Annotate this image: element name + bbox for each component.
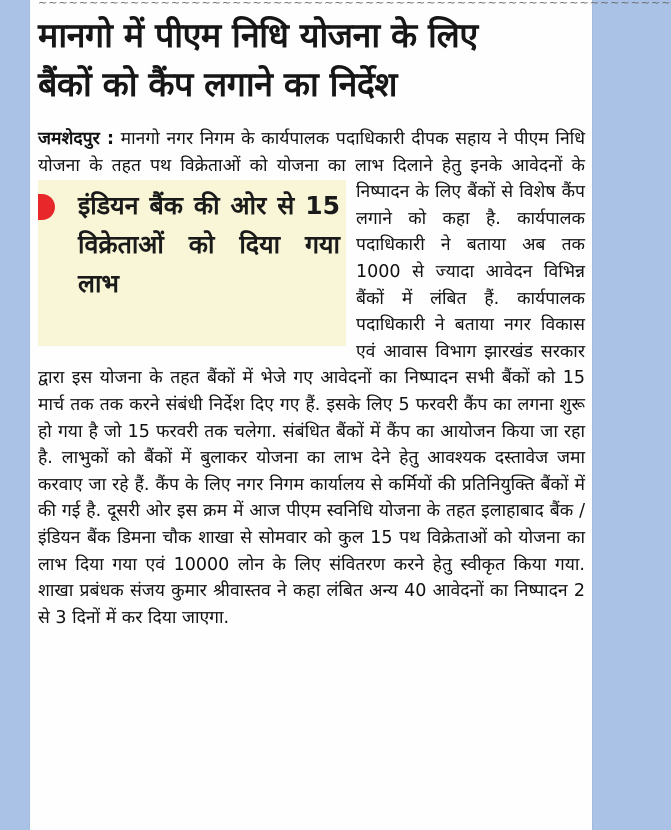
article-text: मानगो नगर निगम के कार्यपालक पदाधिकारी दीपक सहाय ने पीएम निधि योजना के तहत पथ विक्रेताओं को योजना का लाभ दिलाने हेतु इनके आवेदनों के निष्पादन के लिए बैंकों से विशेष कैंप लगाने को कहा है. कार्यपालक पदाधिकारी ने बताया अब तक 1000 से ज्यादा आवेदन विभिन्न बैंकों में लंबित हैं. कार्यपालक पदाधिकारी ने बताया नगर विकास एवं आवास विभाग झारखंड सरकार द्वारा इस योजना के तहत बैंकों में भेजे गए आवेदनों का निष्पादन सभी बैंकों को 15 मार्च तक तक करने संबंधी निर्देश दिए गए हैं. इसके लिए 5 फरवरी कैंप का लगना शुरू हो गया है जो 15 फरवरी तक चलेगा. संबंधित बैंकों में कैंप का आयोजन किया जा रहा है. लाभुकों को बैंकों में बुलाकर योजना का लाभ देने हेतु आवश्यक दस्तावेज जमा करवाए जा रहे हैं. कैंप के लिए नगर निगम कार्यालय से कर्मियों की प्रतिनियुक्ति बैंकों में की गई है. दूसरी ओर इस क्रम में आज पीएम स्वनिधि योजना के तहत इलाहाबाद बैंक /इंडियन बैंक डिमना चौक शाखा से सोमवार को कुल 15 पथ विक्रेताओं को योजना का लाभ दिया गया एवं 10000 लोन के लिए संवितरण करने हेतु स्वीकृत किया गया. शाखा प्रबंधक संजय कुमार श्रीवास्तव ने कहा लंबित अन्य 40 आवेदनों का निष्पादन 2 से 3 दिनों में कर दिया जाएगा. [38, 129, 585, 628]
headline-line-1: मानगो में पीएम निधि योजना के लिए [38, 16, 478, 56]
headline-line-2: बैंकों को कैंप लगाने का निर्देश [38, 65, 397, 105]
dateline: जमशेदपुर : [38, 129, 114, 149]
red-marker-icon [38, 194, 55, 220]
highlight-text: इंडियन बैंक की ओर से 15 विक्रेताओं को दिया गया लाभ [78, 191, 340, 298]
previous-article-cutoff: ~~~~~~~~~~~~~~~~~~~~~~~~~~~~~~~~~~~~~~~~~~~~~~~~~~~~~~~~~~~~~~ [38, 0, 671, 9]
highlight-box [38, 180, 346, 346]
article-body [38, 126, 585, 631]
headline [38, 12, 588, 110]
